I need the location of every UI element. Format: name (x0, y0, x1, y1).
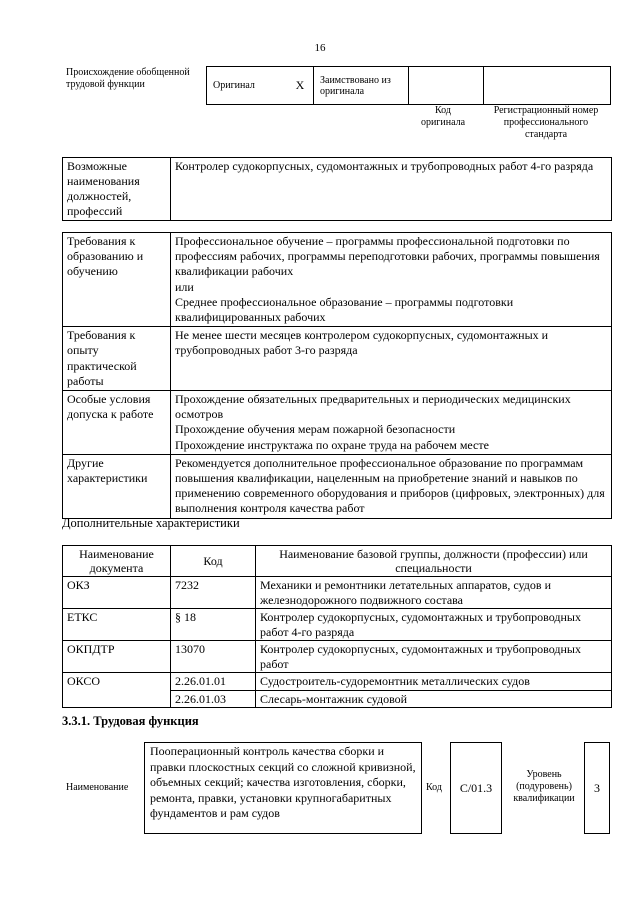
table-row (63, 233, 612, 327)
doc-cell: ОКСО (63, 673, 171, 708)
req-line: Рекомендуется дополнительное профессиональное образование по программам повышения квалификации, нацеленным на приобретение знаний и навыков по применению современного оборудования и приборов (цифровых, электронных) для выполнения контроля качества работ (175, 455, 605, 516)
code-cell: 2.26.01.01 (171, 673, 256, 691)
qualification-level-value: 3 (584, 742, 610, 834)
original-label: Оригинал (207, 67, 288, 105)
name-cell: Судостроитель-судоремонтник металлических судов (256, 673, 612, 691)
req-line: Прохождение инструктажа по охране труда на рабочем месте (175, 437, 489, 452)
name-cell: Контролер судокорпусных, судомонтажных и трубопроводных работ (256, 641, 612, 673)
table-row (63, 391, 612, 455)
function-code-value: C/01.3 (450, 742, 502, 834)
req-label: Требования к образованию и обучению (63, 233, 171, 327)
req-line: Не менее шести месяцев контролером судокорпусных, судомонтажных и трубопроводных работ 3-го разряда (175, 328, 549, 358)
code-cell: 2.26.01.03 (171, 690, 256, 708)
req-line: Профессиональное обучение – программы профессиональной подготовки по профессиям рабочих, программы переподготовки рабочих, программы повышения квалификации рабочих (175, 234, 600, 279)
borrowed-label: Заимствовано из оригинала (314, 67, 409, 105)
req-line: Прохождение обязательных предварительных и периодических медицинских осмотров (175, 392, 571, 422)
req-label: Особые условия допуска к работе (63, 391, 171, 455)
function-name-label: Наименование (66, 782, 129, 793)
table-row (63, 454, 612, 518)
table-row (63, 327, 612, 391)
doc-cell: ОКПДТР (63, 641, 171, 673)
doc-cell: ЕТКС (63, 609, 171, 641)
section-title: 3.3.1. Трудовая функция (62, 714, 199, 728)
req-line: Среднее профессиональное образование – программы подготовки квалифицированных рабочих (175, 294, 514, 325)
header-code: Код (171, 546, 256, 577)
positions-value: Контролер судокорпусных, судомонтажных и трубопроводных работ 4-го разряда (171, 158, 612, 221)
requirements-table (62, 232, 612, 519)
reg-number-cell (484, 67, 611, 105)
code-cell: § 18 (171, 609, 256, 641)
header-doc: Наименование документа (63, 546, 171, 577)
name-cell: Механики и ремонтники летательных аппаратов, судов и железнодорожного подвижного состава (256, 577, 612, 609)
positions-table (62, 157, 612, 221)
doc-cell: ОКЗ (63, 577, 171, 609)
original-code-cell (409, 67, 484, 105)
original-mark: X (287, 67, 314, 105)
req-label: Другие характеристики (63, 454, 171, 518)
table-row (63, 577, 612, 609)
table-row (63, 609, 612, 641)
origin-table (206, 66, 611, 105)
table-row (63, 641, 612, 673)
additional-table (62, 545, 612, 708)
function-name-value: Пооперационный контроль качества сборки и правки плоскостных секций со сложной кривизной, объемных секций; качества изготовления, сборки, ремонта, правки, установки крупногабаритных фундаментов и рам судов (144, 742, 422, 834)
reg-caption: Регистрационный номер профессионального стандарта (493, 105, 599, 140)
origin-label: Происхождение обобщенной трудовой функции (66, 67, 190, 90)
table-header-row (63, 546, 612, 577)
table-row (63, 673, 612, 691)
additional-title: Дополнительные характеристики (62, 516, 240, 530)
req-line: Прохождение обучения мерам пожарной безопасности (175, 422, 456, 437)
name-cell: Слесарь-монтажник судовой (256, 690, 612, 708)
function-code-label: Код (426, 782, 442, 793)
header-name: Наименование базовой группы, должности (профессии) или специальности (256, 546, 612, 577)
name-cell: Контролер судокорпусных, судомонтажных и трубопроводных работ 4-го разряда (256, 609, 612, 641)
positions-label: Возможные наименования должностей, профессий (63, 158, 171, 221)
code-cell: 13070 (171, 641, 256, 673)
req-line: или (175, 279, 194, 294)
code-caption: Код оригинала (420, 105, 466, 128)
code-cell: 7232 (171, 577, 256, 609)
req-label: Требования к опыту практической работы (63, 327, 171, 391)
page-number: 16 (314, 42, 326, 54)
qualification-level-label: Уровень (подуровень) квалификации (513, 769, 575, 804)
